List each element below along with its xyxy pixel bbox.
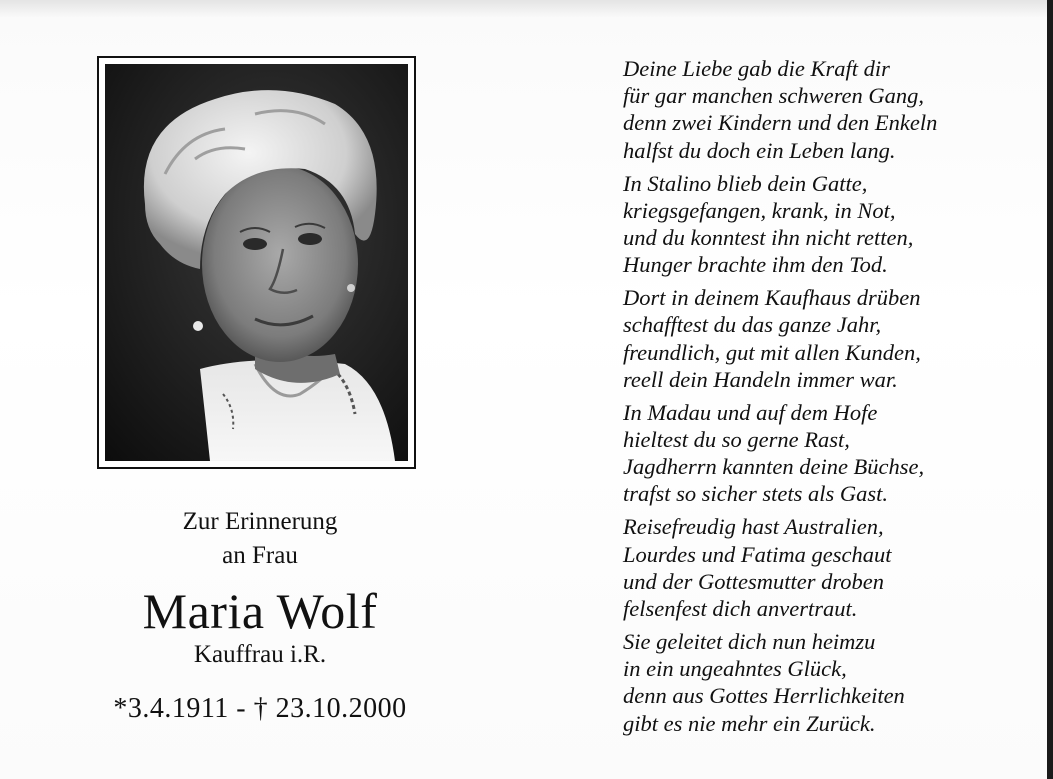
portrait-image: [105, 64, 408, 461]
memorial-poem: [623, 55, 1043, 743]
memorial-heading-line2: an Frau: [222, 542, 298, 569]
memorial-heading-line1: Zur Erinnerung: [182, 508, 338, 535]
poem-stanza: [623, 399, 1043, 508]
poem-stanza: [623, 513, 1043, 622]
poem-line: Deine Liebe gab die Kraft dir: [623, 56, 890, 81]
portrait-photo: [105, 64, 408, 461]
poem-line: für gar manchen schweren Gang,: [623, 83, 925, 109]
poem-line: freundlich, gut mit allen Kunden,: [623, 339, 921, 365]
poem-line: Hunger brachte ihm den Tod.: [623, 252, 888, 278]
poem-line: trafst so sicher stets als Gast.: [623, 481, 889, 507]
portrait-frame: [97, 56, 416, 469]
poem-line: hieltest du so gerne Rast,: [623, 427, 850, 453]
poem-line: Sie geleitet dich nun heimzu: [623, 629, 876, 655]
poem-line: in ein ungeahntes Glück,: [623, 656, 847, 682]
poem-line: In Stalino blieb dein Gatte,: [623, 170, 868, 196]
poem-stanza: [623, 170, 1043, 279]
poem-line: felsenfest dich anvertraut.: [623, 596, 858, 622]
deceased-name: Maria Wolf: [142, 583, 378, 639]
poem-line: denn zwei Kindern und den Enkeln: [623, 110, 938, 136]
poem-line: Dort in deinem Kaufhaus drüben: [623, 285, 921, 311]
scan-edge: [1047, 0, 1053, 779]
poem-line: und du konntest ihn nicht retten,: [623, 225, 914, 251]
life-dates: *3.4.1911 - † 23.10.2000: [113, 693, 407, 724]
poem-line: Lourdes und Fatima geschaut: [623, 541, 892, 567]
poem-stanza: [623, 628, 1043, 737]
poem-line: denn aus Gottes Herrlichkeiten: [623, 683, 905, 709]
poem-line: und der Gottesmutter droben: [623, 568, 885, 594]
memorial-text: [60, 505, 460, 727]
poem-line: halfst du doch ein Leben lang.: [623, 137, 896, 163]
poem-line: schafftest du das ganze Jahr,: [623, 312, 882, 338]
poem-line: In Madau und auf dem Hofe: [623, 399, 878, 425]
deceased-occupation: Kauffrau i.R.: [193, 641, 327, 668]
paper-shadow: [0, 0, 1053, 18]
poem-line: Reisefreudig hast Australien,: [623, 514, 884, 540]
poem-stanza: [623, 284, 1043, 393]
poem-line: Jagdherrn kannten deine Büchse,: [623, 454, 925, 480]
poem-line: kriegsgefangen, krank, in Not,: [623, 197, 896, 223]
poem-line: reell dein Handeln immer war.: [623, 366, 898, 392]
poem-stanza: [623, 55, 1043, 164]
poem-line: gibt es nie mehr ein Zurück.: [623, 710, 876, 736]
